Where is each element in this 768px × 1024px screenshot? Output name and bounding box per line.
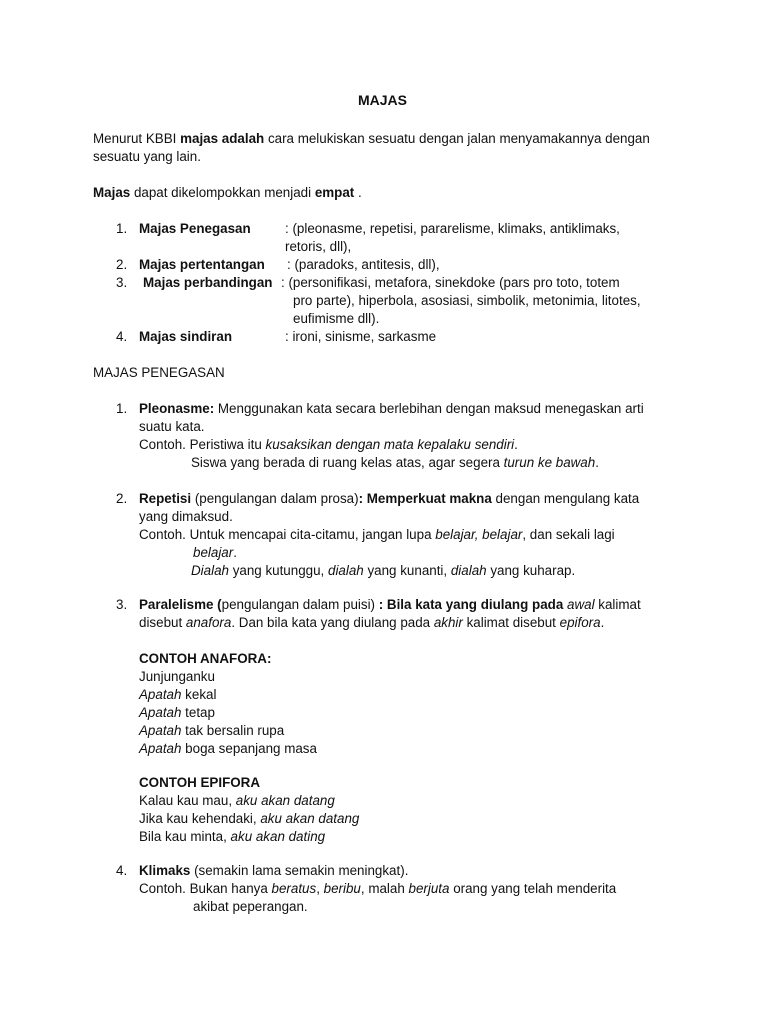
- poem-text: boga sepanjang masa: [181, 741, 317, 756]
- poem-line: [139, 740, 317, 758]
- example-line-3: [191, 562, 575, 580]
- item-line-1: [139, 862, 408, 880]
- example-italic: beribu: [323, 881, 361, 896]
- page-title: MAJAS: [358, 92, 408, 108]
- text: kalimat disebut: [462, 615, 560, 630]
- poem-line: [139, 704, 215, 722]
- poem-italic: Apatah: [139, 723, 182, 738]
- epifora-heading: CONTOH EPIFORA: [139, 775, 261, 790]
- term-desc-rest: kalimat: [594, 597, 641, 612]
- list-number: 2.: [116, 257, 128, 272]
- empat-bold: empat: [314, 185, 355, 200]
- example-italic: belajar: [193, 545, 234, 560]
- example-end: .: [595, 455, 599, 470]
- term-bold: Repetisi: [139, 491, 192, 506]
- poem-text: Kalau kau mau,: [139, 793, 236, 808]
- anafora-heading: CONTOH ANAFORA:: [139, 651, 272, 666]
- group-desc: : ironi, sinisme, sarkasme: [285, 329, 437, 344]
- group-desc: : (paradoks, antitesis, dll),: [287, 257, 440, 272]
- list-number: 1.: [116, 401, 128, 416]
- term-italic: awal: [567, 597, 595, 612]
- term-desc: Menggunakan kata secara berlebihan dengan maksud menegaskan arti: [214, 401, 644, 416]
- term-desc-bold: : Bila kata yang diulang pada: [378, 597, 567, 612]
- poem-line: [139, 686, 216, 704]
- poem-text: Jika kau kehendaki,: [139, 811, 261, 826]
- example-line-2: [193, 544, 237, 562]
- item-line-2: suatu kata.: [139, 419, 205, 434]
- group-name: Majas pertentangan: [139, 257, 265, 272]
- example-line-1: [139, 436, 518, 454]
- list-number: 1.: [116, 221, 128, 236]
- example-line-2: akibat peperangan.: [193, 899, 308, 914]
- intro-2-end: .: [354, 185, 362, 200]
- example-end: .: [514, 437, 518, 452]
- list-number: 4.: [116, 863, 128, 878]
- term-desc-rest: dengan mengulang kata: [491, 491, 640, 506]
- poem-italic: aku akan datang: [235, 793, 335, 808]
- example-end: , dan sekali lagi: [522, 527, 615, 542]
- intro-paragraph-line-1: [93, 130, 650, 148]
- poem-text: Bila kau minta,: [139, 829, 231, 844]
- list-number: 2.: [116, 491, 128, 506]
- anafora-italic: anafora: [185, 615, 232, 630]
- example-italic: dialah: [328, 563, 364, 578]
- poem-italic: Apatah: [139, 705, 182, 720]
- example-text: , malah: [360, 881, 409, 896]
- example-text: yang kutunggu,: [228, 563, 328, 578]
- example-text: ,: [316, 881, 324, 896]
- example-text: orang yang telah menderita: [449, 881, 617, 896]
- example-italic: beratus: [271, 881, 317, 896]
- item-line-1: [139, 596, 641, 614]
- group-desc: : (pleonasme, repetisi, pararelisme, klimaks, antiklimaks,: [285, 221, 620, 236]
- majas-bold: Majas: [93, 185, 131, 200]
- group-name: Majas sindiran: [139, 329, 233, 344]
- example-italic: turun ke bawah: [503, 455, 596, 470]
- intro-2-text: dapat dikelompokkan menjadi: [130, 185, 315, 200]
- poem-italic: Apatah: [139, 687, 182, 702]
- example-text: yang kuharap.: [486, 563, 576, 578]
- poem-italic: Apatah: [139, 741, 182, 756]
- intro-text: Menurut KBBI: [93, 131, 181, 146]
- poem-text: tak bersalin rupa: [181, 723, 285, 738]
- example-italic: belajar, belajar: [435, 527, 523, 542]
- term-desc: pengulangan dalam puisi): [221, 597, 379, 612]
- group-name: Majas Penegasan: [139, 221, 251, 236]
- example-italic: Dialah: [191, 563, 229, 578]
- poem-line: [139, 792, 335, 810]
- group-desc-line-2: pro parte), hiperbola, asosiasi, simbolik, metonimia, litotes,: [293, 293, 641, 308]
- epifora-italic: epifora: [559, 615, 601, 630]
- example-italic: berjuta: [408, 881, 450, 896]
- term-desc-bold: : Memperkuat makna: [358, 491, 492, 506]
- group-name: Majas perbandingan: [143, 275, 273, 290]
- poem-line: [139, 810, 359, 828]
- intro-bold-term: majas adalah: [180, 131, 265, 146]
- intro-paragraph-line-2: sesuatu yang lain.: [93, 149, 201, 164]
- example-label: Contoh. Untuk mencapai cita-citamu, jangan lupa: [139, 527, 436, 542]
- term-bold: Paralelisme (: [139, 597, 222, 612]
- list-number: 4.: [116, 329, 128, 344]
- list-number: 3.: [116, 275, 128, 290]
- poem-italic: aku akan datang: [260, 811, 360, 826]
- item-line-1: [139, 490, 639, 508]
- item-line-2: [139, 614, 604, 632]
- example-text: yang kunanti,: [363, 563, 451, 578]
- term-desc: (semakin lama semakin meningkat).: [190, 863, 409, 878]
- example-line-1: [139, 526, 615, 544]
- akhir-italic: akhir: [433, 615, 463, 630]
- intro-text-rest: cara melukiskan sesuatu dengan jalan menyamakannya dengan: [264, 131, 650, 146]
- example-line-1: [139, 880, 616, 898]
- poem-text: tetap: [181, 705, 215, 720]
- group-desc: : (personifikasi, metafora, sinekdoke (pars pro toto, totem: [281, 275, 620, 290]
- item-line-2: yang dimaksud.: [139, 509, 233, 524]
- example-line-2: [191, 454, 599, 472]
- poem-line: Junjunganku: [139, 669, 215, 684]
- poem-line: [139, 828, 325, 846]
- example-italic: dialah: [450, 563, 487, 578]
- example-text: Siswa yang berada di ruang kelas atas, agar segera: [191, 455, 504, 470]
- text: disebut: [139, 615, 186, 630]
- text: . Dan bila kata yang diulang pada: [231, 615, 434, 630]
- group-desc-line-3: eufimisme dll).: [293, 311, 380, 326]
- item-line-1: [139, 400, 644, 418]
- poem-italic: aku akan dating: [230, 829, 326, 844]
- term-desc: (pengulangan dalam prosa): [191, 491, 359, 506]
- example-end: .: [233, 545, 237, 560]
- section-heading: MAJAS PENEGASAN: [93, 365, 225, 380]
- example-label: Contoh. Bukan hanya: [139, 881, 272, 896]
- text: .: [600, 615, 605, 630]
- term-bold: Klimaks: [139, 863, 191, 878]
- example-italic: kusaksikan dengan mata kepalaku sendiri: [265, 437, 515, 452]
- example-label: Contoh. Peristiwa itu: [139, 437, 266, 452]
- term-bold: Pleonasme:: [139, 401, 215, 416]
- list-number: 3.: [116, 597, 128, 612]
- intro-paragraph-2: [93, 184, 362, 202]
- poem-text: kekal: [181, 687, 217, 702]
- poem-line: [139, 722, 284, 740]
- group-desc-line-2: retoris, dll),: [285, 239, 352, 254]
